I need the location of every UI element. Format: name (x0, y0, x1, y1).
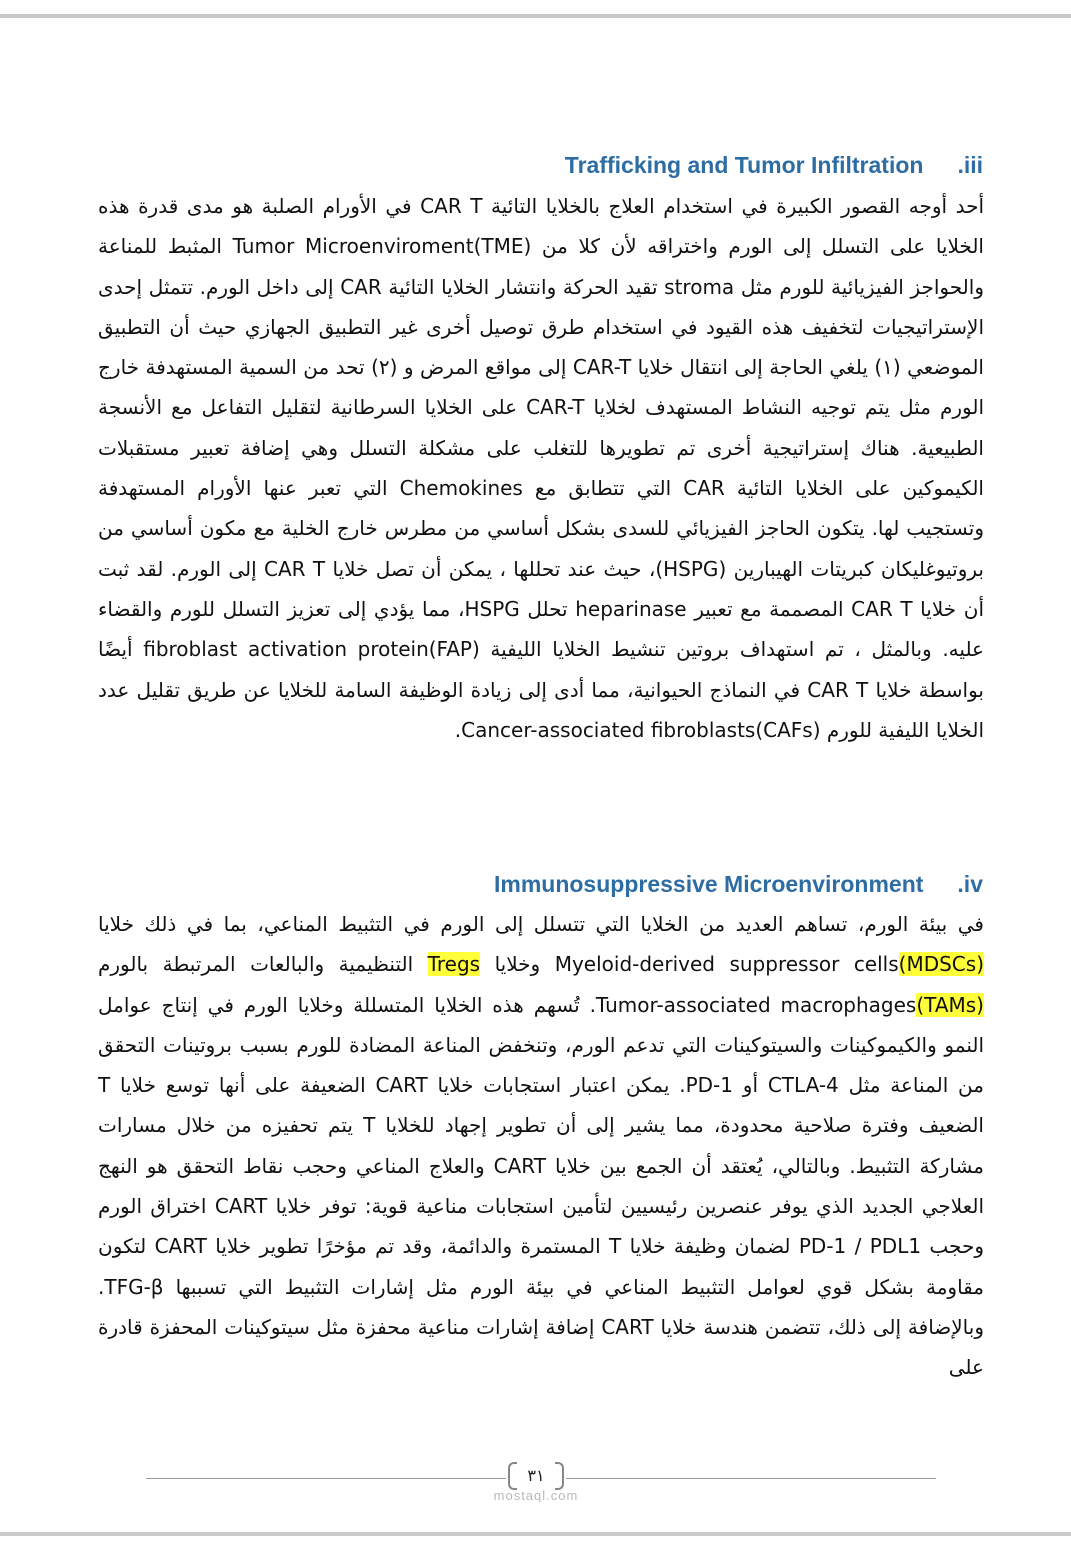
section-paragraph-iii: أحد أوجه القصور الكبيرة في استخدام العلاج بالخلايا التائية CAR T في الأورام الصلبة هو مدى قدرة هذه الخلايا على التسلل إلى الورم واختراقه لأن كلا من Tumor Microenviroment(TME) المثبط للمناعة والحواجز الفيزيائية للورم مثل stroma تقيد الحركة وانتشار الخلايا التائية CAR إلى داخل الورم. تتمثل إحدى الإستراتيجيات لتخفيف هذه القيود في استخدام طرق توصيل أخرى غير التطبيق الجهازي حيث أن التطبيق الموضعي (١) يلغي الحاجة إلى انتقال خلايا CAR-T إلى مواقع المرض و (٢) تحد من السمية المستهدفة خارج الورم مثل يتم توجيه النشاط المستهدف لخلايا CAR-T على الخلايا السرطانية لتقليل التفاعل مع الأنسجة الطبيعية. هناك إستراتيجية أخرى تم تطويرها للتغلب على مشكلة التسلل وهي إضافة تعبير مستقبلات الكيموكين على الخلايا التائية CAR التي تتطابق مع Chemokines التي تعبر عنها الأورام المستهدفة وتستجيب لها. يتكون الحاجز الفيزيائي للسدى بشكل أساسي من مطرس خارج الخلية مع مكون أساسي من بروتيوغليكان كبريتات الهيبارين (HSPG)، حيث عند تحللها ، يمكن أن تصل خلايا CAR T إلى الورم. لقد ثبت أن خلايا CAR T المصممة مع تعبير heparinase تحلل HSPG، مما يؤدي إلى تعزيز التسلل للورم والقضاء عليه. وبالمثل ، تم استهداف بروتين تنشيط الخلايا الليفية fibroblast activation protein(FAP) أيضًا بواسطة خلايا CAR T في النماذج الحيوانية، مما أدى إلى زيادة الوظيفة السامة للخلايا عن طريق تقليل عدد الخلايا الليفية للورم Cancer-associated fibroblasts(CAFs). (98, 194, 985, 742)
section-heading-iv (494, 871, 983, 898)
highlight-mdscs: (MDSCs) (898, 952, 984, 977)
paragraph-text: في بيئة الورم، تساهم العديد من الخلايا التي تتسلل إلى الورم في التثبيط المناعي، بما في ذلك خلايا Myeloid-derived suppressor cells (98, 912, 984, 977)
section-title: Immunosuppressive Microenvironment (493, 871, 924, 897)
section-title: Trafficking and Tumor Infiltration (564, 152, 924, 178)
top-page-border (0, 14, 1071, 18)
paragraph-text: . تُسهم هذه الخلايا المتسللة وخلايا الورم في إنتاج عوامل النمو والكيموكينات والسيتوكينات التي تدعم الورم، وتنخفض المناعة المضادة للورم بسبب بروتينات التحقق من المناعة مثل CTLA-4 أو PD-1. يمكن اعتبار استجابات خلايا CART الضعيفة على أنها توسع خلايا T الضعيف وفترة صلاحية محدودة، مما يشير إلى أن تطوير إجهاد للخلايا T يتم تحفيزه من خلال مسارات مشاركة التثبيط. وبالتالي، يُعتقد أن الجمع بين خلايا CART والعلاج المناعي وحجب نقاط التحقق هو النهج العلاجي الجديد الذي يوفر عنصرين رئيسيين لتأمين استجابات مناعية قوية: توفر خلايا CART اختراق الورم وحجب PD-1 / PDL1 لضمان وظيفة خلايا T المستمرة والدائمة، وقد تم مؤخرًا تطوير خلايا CART لتكون مقاومة بشكل قوي لعوامل التثبيط المناعي في بيئة الورم مثل إشارات التثبيط التي تسببها TFG-β. وبالإضافة إلى ذلك، تتضمن هندسة خلايا CART إضافة إشارات مناعية محفزة مثل سيتوكينات المحفزة قادرة على (98, 992, 985, 1380)
section-number: .iii (957, 152, 983, 178)
bottom-page-border (0, 1532, 1071, 1536)
highlight-tams: (TAMs) (916, 992, 984, 1017)
section-heading-iii (565, 152, 983, 179)
paragraph-text: وخلايا (480, 952, 555, 977)
section-number: .iv (957, 871, 983, 897)
highlight-tregs: Tregs (427, 952, 481, 977)
page-number: ٣١ (506, 1456, 566, 1496)
paragraph-text: التنظيمية والبالعات المرتبطة بالورم Tumor-associated macrophages (98, 952, 917, 1017)
section-paragraph-iv (98, 904, 984, 1388)
watermark-logo: mostaql.com (493, 1488, 579, 1503)
